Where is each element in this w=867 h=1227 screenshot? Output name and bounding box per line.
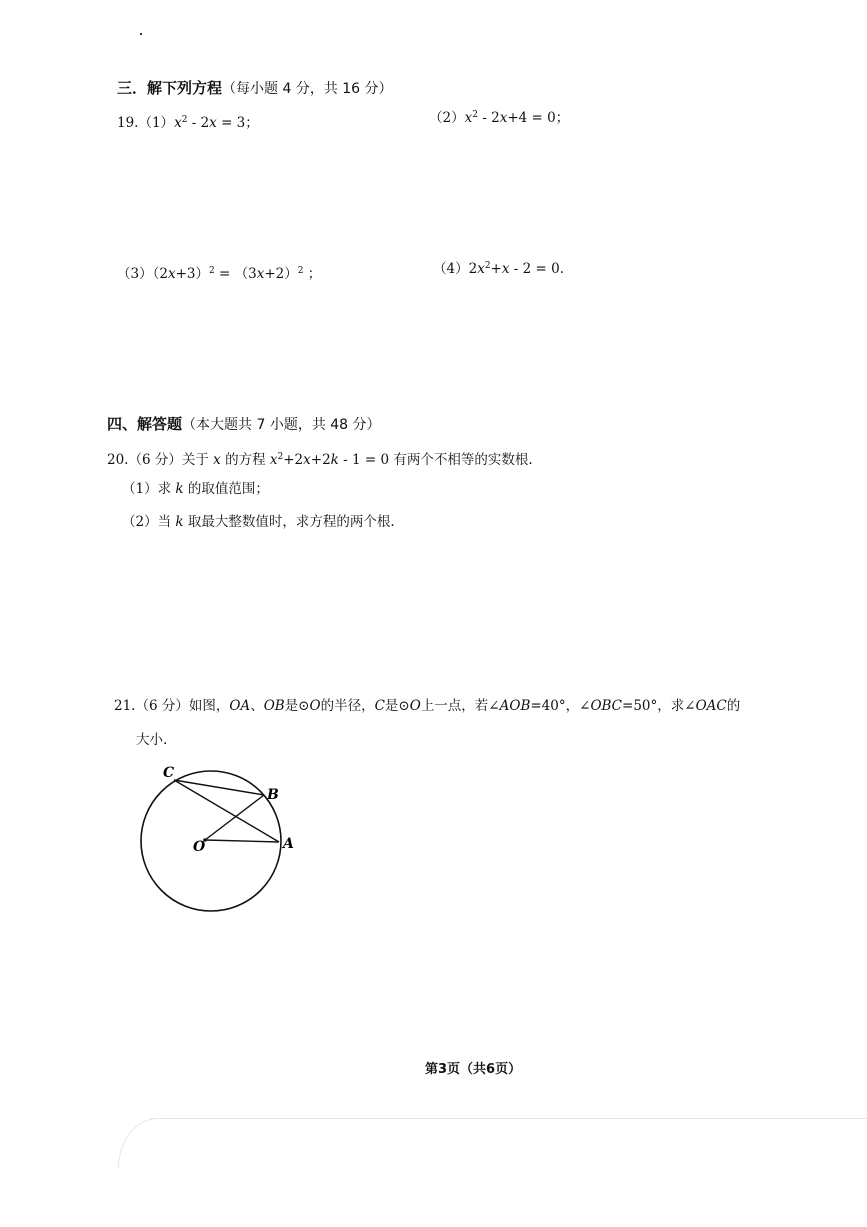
- q21-stem: 21.（6 分）如图，OA、OB是⊙O的半径，C是⊙O上一点，若∠AOB=40°，∠OBC=50°，求∠OAC的: [114, 698, 741, 714]
- segment-ob: [205, 795, 264, 840]
- q21-stem-line-2: 大小.: [136, 732, 168, 748]
- section-3-note: （每小题 4 分，共 16 分）: [222, 81, 393, 97]
- label-b: B: [267, 787, 279, 803]
- section-3-header: [117, 77, 393, 98]
- q19-part-4: $(4)2x^2+x - 2 = 0$.: [433, 261, 564, 277]
- section-3-title: 三．解下列方程: [117, 79, 223, 97]
- q20-sub-2: （2）当 k 取最大整数值时，求方程的两个根.: [122, 514, 395, 530]
- scan-dot: [140, 33, 142, 35]
- q20-sub-1: （1）求 k 的取值范围；: [122, 481, 269, 497]
- section-4-note: （本大题共 7 小题，共 48 分）: [182, 417, 381, 433]
- q19-part-1: $19.(1)x^2 - 2x = 3$；: [117, 115, 259, 131]
- page-number: 第3页（共6页）: [425, 1062, 522, 1077]
- scan-edge-curve: [118, 1118, 159, 1169]
- q19-part-2: $(2)x^2 - 2x+4 = 0$；: [429, 110, 570, 126]
- circle-figure: [130, 755, 310, 920]
- q20-stem: 20.（6 分）关于 x 的方程 $x^2+2x+2k - 1 = 0$ 有两个不相等的实数根.: [107, 452, 533, 468]
- scan-edge-line: [150, 1118, 867, 1119]
- label-o: O: [193, 839, 206, 855]
- q19-part-3: $(3)(2x+3)^2 = (3x+2)^2$ ；: [117, 266, 322, 282]
- label-c: C: [163, 765, 175, 781]
- segment-oa: [205, 840, 279, 842]
- label-a: A: [283, 836, 294, 852]
- section-4-title: 四、解答题: [107, 415, 183, 433]
- section-4-header: [107, 413, 381, 434]
